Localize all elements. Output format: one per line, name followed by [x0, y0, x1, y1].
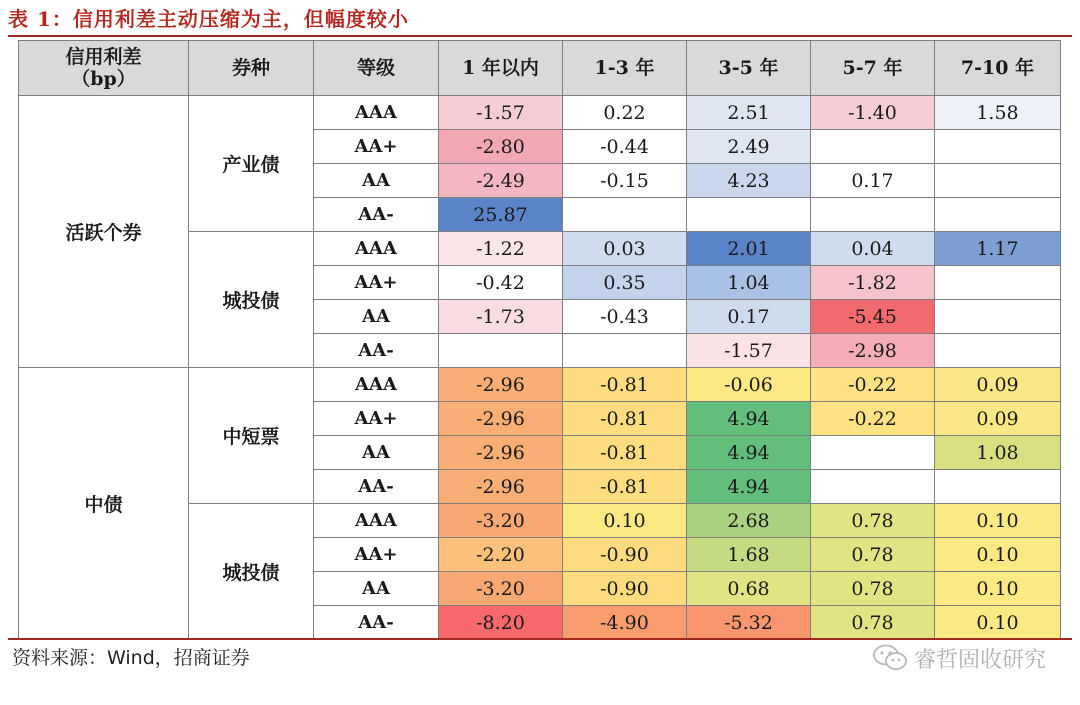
value-cell-within-1y: -2.96: [439, 470, 563, 504]
value-cell-7-10y: 1.58: [935, 96, 1061, 130]
header-spread: [19, 41, 189, 96]
rating-cell: AAA: [314, 504, 439, 538]
value-cell-1-3y: 0.22: [563, 96, 687, 130]
value-cell-within-1y: -3.20: [439, 572, 563, 606]
rating-cell: AA: [314, 164, 439, 198]
value-cell-1-3y: -0.90: [563, 538, 687, 572]
value-cell-3-5y: -0.06: [687, 368, 811, 402]
value-cell-3-5y: 4.94: [687, 402, 811, 436]
value-cell-3-5y: 4.94: [687, 470, 811, 504]
value-cell-5-7y: -2.98: [811, 334, 935, 368]
watermark-text: 睿哲固收研究: [913, 647, 1046, 673]
rating-cell: AAA: [314, 232, 439, 266]
value-cell-within-1y: -2.96: [439, 368, 563, 402]
value-cell-1-3y: -0.15: [563, 164, 687, 198]
value-cell-5-7y: 0.78: [811, 572, 935, 606]
value-cell-5-7y: [811, 198, 935, 232]
value-cell-within-1y: -2.96: [439, 436, 563, 470]
value-cell-within-1y: 25.87: [439, 198, 563, 232]
header-bond-type: 券种: [189, 41, 314, 96]
value-cell-1-3y: -0.90: [563, 572, 687, 606]
header-7-10y: 7-10 年: [935, 41, 1061, 96]
header-row: [19, 41, 1061, 96]
value-cell-5-7y: 0.78: [811, 504, 935, 538]
value-cell-1-3y: -0.81: [563, 470, 687, 504]
value-cell-5-7y: -1.40: [811, 96, 935, 130]
rating-cell: AA+: [314, 266, 439, 300]
title-rule: [8, 35, 1072, 37]
value-cell-3-5y: -5.32: [687, 606, 811, 640]
value-cell-within-1y: -2.20: [439, 538, 563, 572]
value-cell-7-10y: 0.10: [935, 538, 1061, 572]
table-row: [19, 368, 1061, 402]
header-5-7y: 5-7 年: [811, 41, 935, 96]
value-cell-3-5y: 0.17: [687, 300, 811, 334]
rating-cell: AA: [314, 436, 439, 470]
value-cell-3-5y: 1.68: [687, 538, 811, 572]
rating-cell: AA+: [314, 402, 439, 436]
value-cell-1-3y: 0.10: [563, 504, 687, 538]
bond-type-cell: 城投债: [189, 504, 314, 640]
value-cell-5-7y: -1.82: [811, 266, 935, 300]
value-cell-5-7y: -5.45: [811, 300, 935, 334]
value-cell-1-3y: [563, 198, 687, 232]
value-cell-3-5y: 1.04: [687, 266, 811, 300]
value-cell-1-3y: [563, 334, 687, 368]
value-cell-3-5y: 4.94: [687, 436, 811, 470]
group-cell: 中债: [19, 368, 189, 640]
watermark: [872, 643, 1046, 673]
value-cell-7-10y: 0.10: [935, 606, 1061, 640]
value-cell-5-7y: 0.17: [811, 164, 935, 198]
rating-cell: AA-: [314, 198, 439, 232]
value-cell-1-3y: -0.44: [563, 130, 687, 164]
value-cell-7-10y: 0.09: [935, 402, 1061, 436]
wechat-icon: [872, 644, 908, 672]
value-cell-within-1y: -1.73: [439, 300, 563, 334]
table-body: [19, 96, 1061, 640]
value-cell-3-5y: 2.01: [687, 232, 811, 266]
header-spread-line1: 信用利差: [65, 46, 142, 68]
value-cell-3-5y: 2.68: [687, 504, 811, 538]
value-cell-1-3y: -0.81: [563, 368, 687, 402]
header-1-3y: 1-3 年: [563, 41, 687, 96]
value-cell-3-5y: 2.51: [687, 96, 811, 130]
credit-spread-table: [18, 40, 1061, 640]
value-cell-within-1y: -2.80: [439, 130, 563, 164]
value-cell-5-7y: [811, 470, 935, 504]
bottom-rule: [8, 638, 1072, 640]
bond-type-cell: 城投债: [189, 232, 314, 368]
value-cell-7-10y: 0.10: [935, 504, 1061, 538]
value-cell-7-10y: 0.10: [935, 572, 1061, 606]
rating-cell: AA+: [314, 130, 439, 164]
rating-cell: AAA: [314, 96, 439, 130]
value-cell-within-1y: -2.96: [439, 402, 563, 436]
value-cell-7-10y: [935, 198, 1061, 232]
rating-cell: AA-: [314, 606, 439, 640]
value-cell-5-7y: [811, 130, 935, 164]
rating-cell: AA+: [314, 538, 439, 572]
value-cell-1-3y: -4.90: [563, 606, 687, 640]
value-cell-5-7y: -0.22: [811, 402, 935, 436]
value-cell-3-5y: 2.49: [687, 130, 811, 164]
value-cell-within-1y: [439, 334, 563, 368]
value-cell-3-5y: 0.68: [687, 572, 811, 606]
value-cell-1-3y: -0.81: [563, 436, 687, 470]
value-cell-5-7y: -0.22: [811, 368, 935, 402]
value-cell-7-10y: [935, 334, 1061, 368]
header-3-5y: 3-5 年: [687, 41, 811, 96]
value-cell-3-5y: -1.57: [687, 334, 811, 368]
rating-cell: AA-: [314, 470, 439, 504]
value-cell-7-10y: 1.08: [935, 436, 1061, 470]
bond-type-cell: 中短票: [189, 368, 314, 504]
value-cell-7-10y: [935, 130, 1061, 164]
value-cell-1-3y: 0.03: [563, 232, 687, 266]
value-cell-within-1y: -2.49: [439, 164, 563, 198]
value-cell-5-7y: 0.78: [811, 538, 935, 572]
value-cell-7-10y: [935, 164, 1061, 198]
value-cell-within-1y: -0.42: [439, 266, 563, 300]
table-row: [19, 96, 1061, 130]
value-cell-within-1y: -3.20: [439, 504, 563, 538]
header-rating: 等级: [314, 41, 439, 96]
rating-cell: AA: [314, 572, 439, 606]
value-cell-3-5y: 4.23: [687, 164, 811, 198]
rating-cell: AAA: [314, 368, 439, 402]
value-cell-within-1y: -8.20: [439, 606, 563, 640]
value-cell-7-10y: 1.17: [935, 232, 1061, 266]
value-cell-1-3y: 0.35: [563, 266, 687, 300]
value-cell-within-1y: -1.22: [439, 232, 563, 266]
rating-cell: AA-: [314, 334, 439, 368]
table-title: 表 1：信用利差主动压缩为主，但幅度较小: [8, 7, 409, 31]
value-cell-7-10y: [935, 470, 1061, 504]
group-cell: 活跃个券: [19, 96, 189, 368]
bond-type-cell: 产业债: [189, 96, 314, 232]
source-note: 资料来源：Wind，招商证券: [12, 647, 250, 669]
rating-cell: AA: [314, 300, 439, 334]
value-cell-within-1y: -1.57: [439, 96, 563, 130]
value-cell-1-3y: -0.81: [563, 402, 687, 436]
value-cell-1-3y: -0.43: [563, 300, 687, 334]
value-cell-5-7y: 0.78: [811, 606, 935, 640]
value-cell-7-10y: [935, 300, 1061, 334]
value-cell-7-10y: 0.09: [935, 368, 1061, 402]
value-cell-3-5y: [687, 198, 811, 232]
header-within-1y: 1 年以内: [439, 41, 563, 96]
value-cell-7-10y: [935, 266, 1061, 300]
value-cell-5-7y: [811, 436, 935, 470]
value-cell-5-7y: 0.04: [811, 232, 935, 266]
header-spread-line2: （bp）: [71, 68, 136, 90]
